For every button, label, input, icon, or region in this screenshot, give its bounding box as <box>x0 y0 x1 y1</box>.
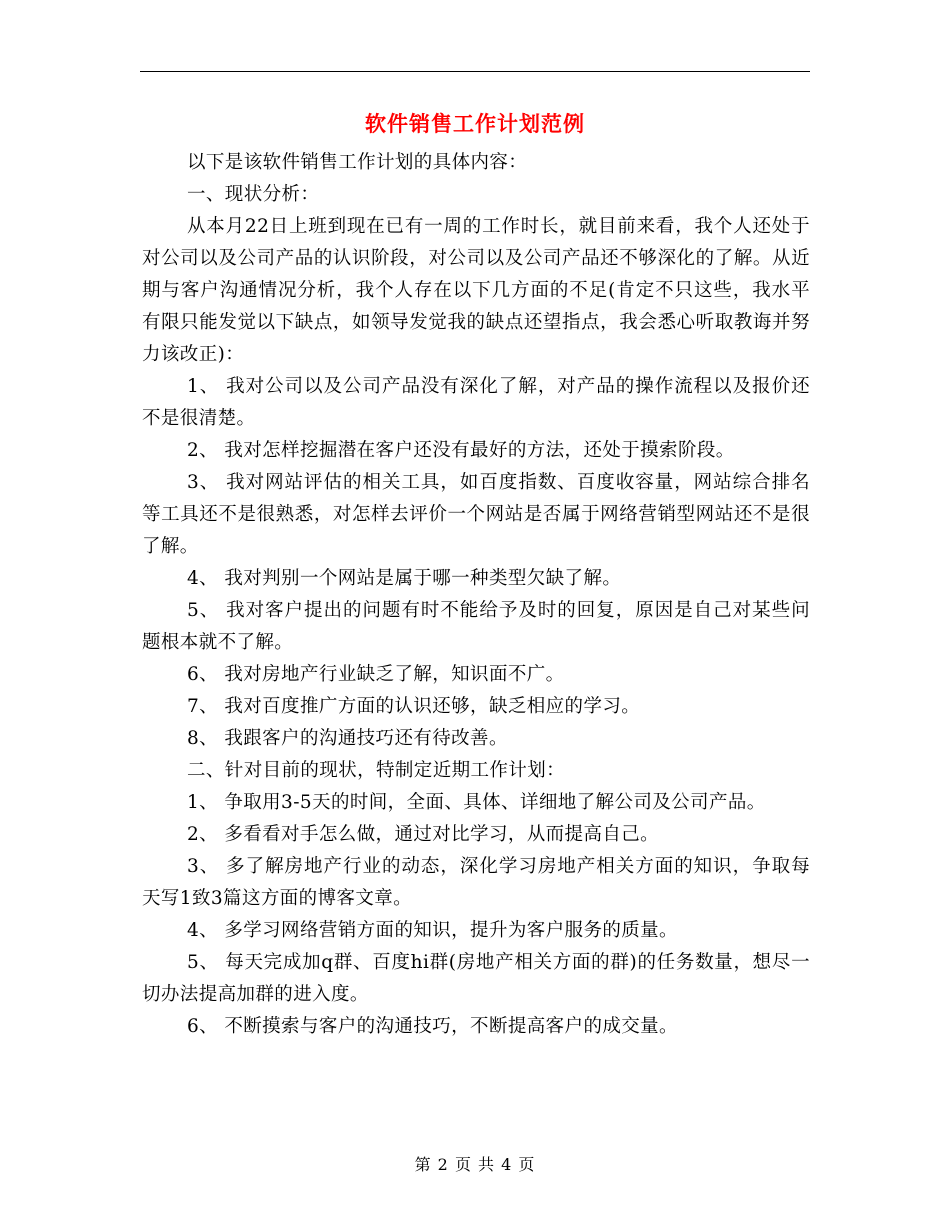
list-item-shortcoming-1: 1、 我对公司以及公司产品没有深化了解，对产品的操作流程以及报价还不是很清楚。 <box>142 376 810 429</box>
header-rule <box>140 71 810 72</box>
document-body <box>142 147 810 1043</box>
list-item-shortcoming-2: 2、 我对怎样挖掘潜在客户还没有最好的方法，还处于摸索阶段。 <box>187 440 735 461</box>
list-item-shortcoming-7: 7、 我对百度推广方面的认识还够，缺乏相应的学习。 <box>187 696 641 717</box>
list-item-shortcoming-4: 4、 我对判别一个网站是属于哪一种类型欠缺了解。 <box>187 568 622 589</box>
document-title: 软件销售工作计划范例 <box>365 111 585 136</box>
page-number-footer: 第 2 页 共 4 页 <box>414 1155 536 1174</box>
paragraph-intro: 以下是该软件销售工作计划的具体内容： <box>187 152 528 173</box>
heading-work-plan: 二、针对目前的现状，特制定近期工作计划： <box>187 760 566 781</box>
list-item-plan-3: 3、 多了解房地产行业的动态，深化学习房地产相关方面的知识，争取每天写1致3篇这方面的博客文章。 <box>142 856 810 909</box>
list-item-plan-6: 6、 不断摸索与客户的沟通技巧，不断提高客户的成交量。 <box>187 1016 678 1037</box>
list-item-shortcoming-5: 5、 我对客户提出的问题有时不能给予及时的回复，原因是自己对某些问题根本就不了解。 <box>142 600 810 653</box>
list-item-plan-1: 1、 争取用3-5天的时间，全面、具体、详细地了解公司及公司产品。 <box>187 792 766 813</box>
list-item-plan-5: 5、 每天完成加q群、百度hi群(房地产相关方面的群)的任务数量，想尽一切办法提高加群的进入度。 <box>142 952 810 1005</box>
list-item-plan-2: 2、 多看看对手怎么做，通过对比学习，从而提高自己。 <box>187 824 660 845</box>
heading-status-analysis: 一、现状分析： <box>187 184 320 205</box>
list-item-shortcoming-3: 3、 我对网站评估的相关工具，如百度指数、百度收容量，网站综合排名等工具还不是很熟悉，对怎样去评价一个网站是否属于网络营销型网站还不是很了解。 <box>142 472 810 557</box>
list-item-plan-4: 4、 多学习网络营销方面的知识，提升为客户服务的质量。 <box>187 920 678 941</box>
list-item-shortcoming-8: 8、 我跟客户的沟通技巧还有待改善。 <box>187 728 508 749</box>
list-item-shortcoming-6: 6、 我对房地产行业缺乏了解，知识面不广。 <box>187 664 565 685</box>
paragraph-status: 从本月22日上班到现在已有一周的工作时长，就目前来看，我个人还处于对公司以及公司产品的认识阶段，对公司以及公司产品还不够深化的了解。从近期与客户沟通情况分析，我个人存在以下几方面的不足(肯定不只这些，我水平有限只能发觉以下缺点，如领导发觉我的缺点还望指点，我会悉心听取教诲并努力该改正)： <box>142 216 810 365</box>
